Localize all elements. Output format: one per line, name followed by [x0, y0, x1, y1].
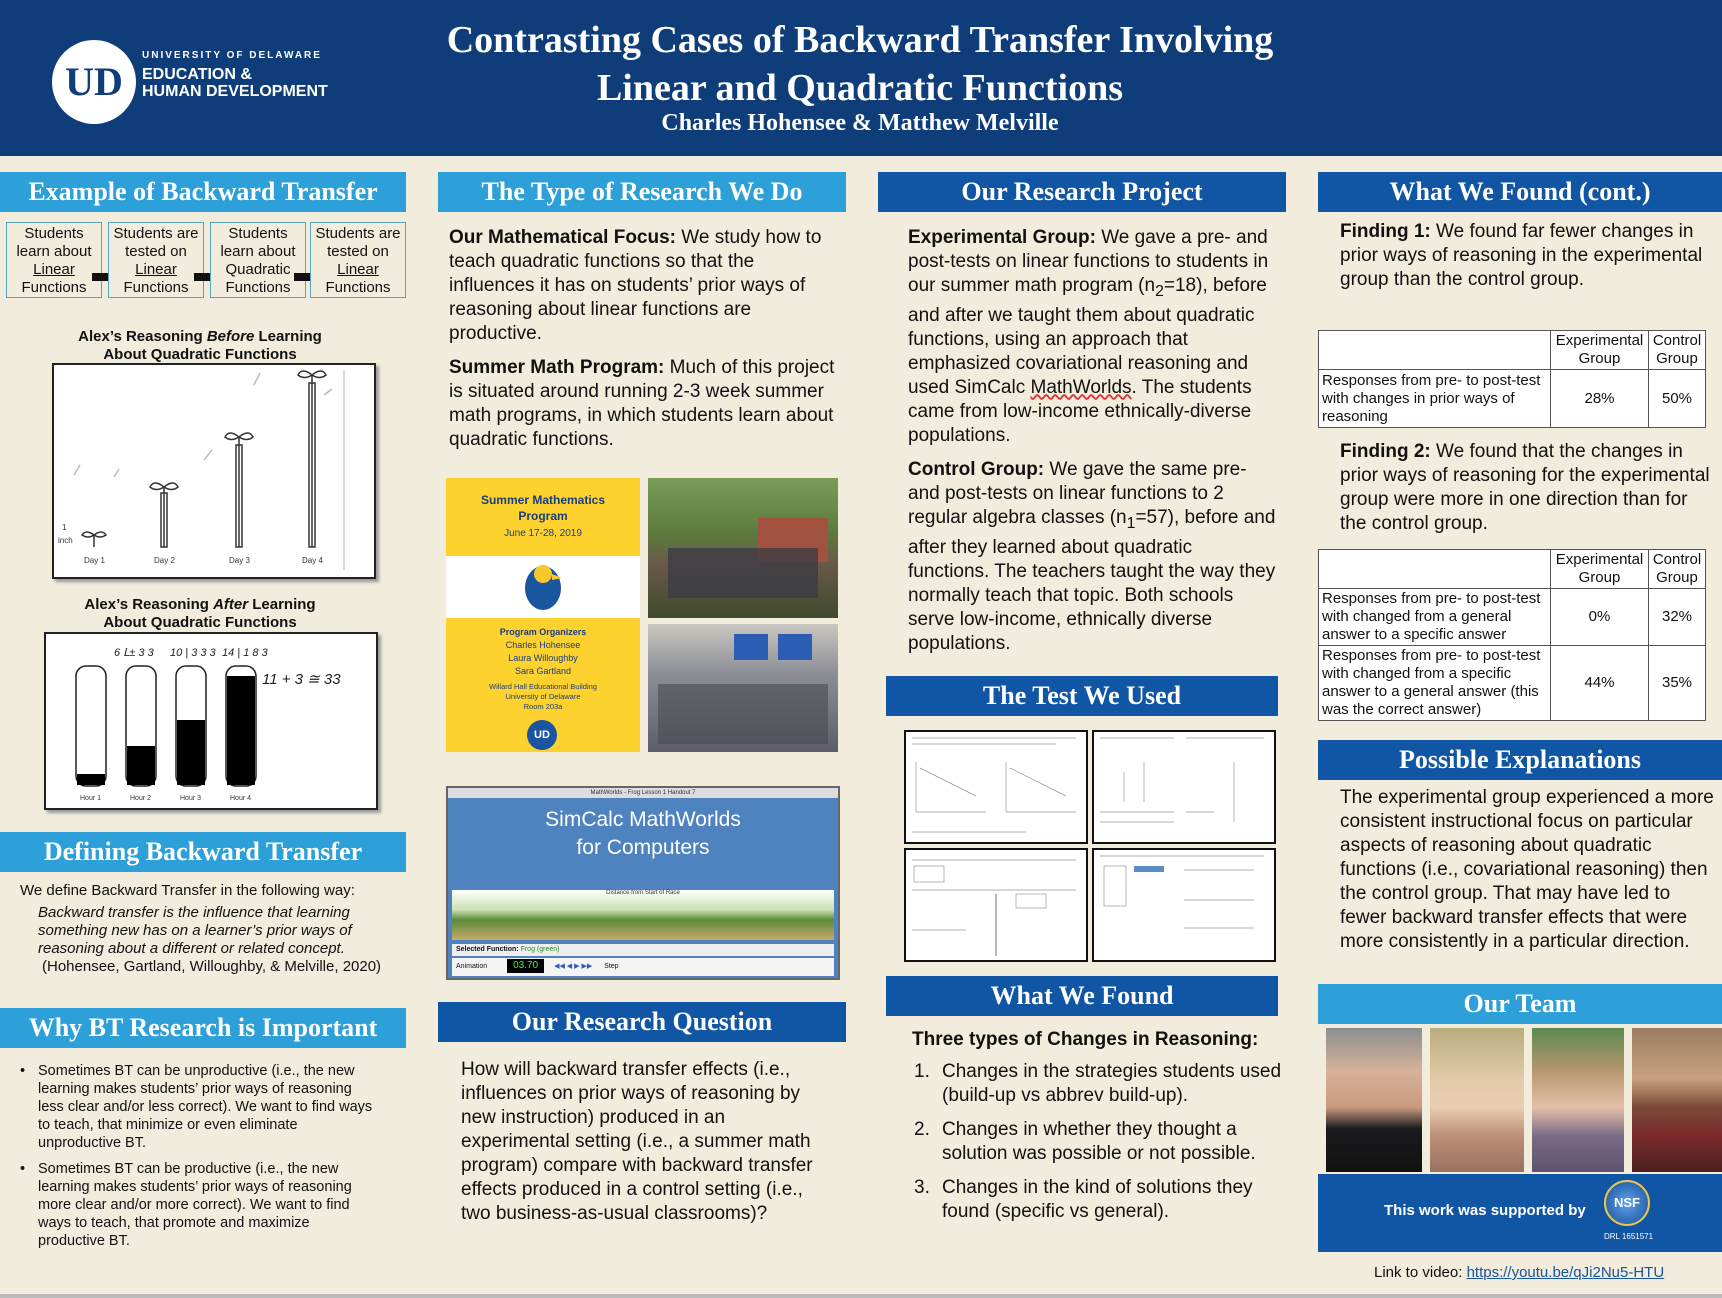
- test-page-2: [1092, 730, 1276, 844]
- example-heading: Example of Backward Transfer: [0, 172, 406, 212]
- program-flyer: Summer Mathematics Program June 17-28, 2019 Program Organizers Charles Hohensee Laura Willoughby Sara Gartland Willard Hall Educational Building University of Delaware Room 203a UD: [446, 478, 640, 752]
- svg-text:Hour 4: Hour 4: [230, 795, 252, 802]
- explain-heading: Possible Explanations: [1318, 740, 1722, 780]
- test-page-4: [1092, 848, 1276, 962]
- finding-2-text: Finding 2: We found that the changes in prior ways of reasoning for the experimental group were more in one direction than for the control group.: [1340, 441, 1710, 534]
- found-list: [912, 1060, 1282, 1224]
- finding-1-table: Experimental Group Control Group Responses from pre- to post-test with changes in prior ways of reasoning 28% 50%: [1318, 330, 1706, 428]
- after-caption: Alex’s Reasoning After Learning About Quadratic Functions: [84, 596, 316, 631]
- team-photo-1: [1326, 1028, 1422, 1172]
- question-text: How will backward transfer effects (i.e., influences on prior ways of reasoning by new instruction) produced in an experimental setting (i.e., a summer math program) compare with backward transfer effects produced in a control setting (i.e., two business-as-usual classrooms)?: [461, 1059, 813, 1224]
- svg-text:Day 2: Day 2: [154, 556, 175, 565]
- before-figure: [52, 363, 376, 579]
- before-caption: Alex’s Reasoning Before Learning About Quadratic Functions: [78, 328, 322, 363]
- group-photo: [648, 478, 838, 618]
- finding-1-text: Finding 1: We found far fewer changes in prior ways of reasoning in the experimental group than the control group.: [1340, 221, 1703, 290]
- ud-logo: [52, 40, 352, 120]
- why-bullet: • Sometimes BT can be productive (i.e., the new learning makes students’ prior ways of reasoning more clear and/or more correct). We want to find ways to teach, that promote and maximize productive BT.: [20, 1161, 352, 1249]
- logo-college: EDUCATION & HUMAN DEVELOPMENT: [142, 66, 328, 100]
- svg-text:Day 4: Day 4: [302, 556, 323, 565]
- project-heading: Our Research Project: [878, 172, 1286, 212]
- bottom-divider: [0, 1294, 1722, 1298]
- video-link-line: Link to video: https://youtu.be/qJi2Nu5-HTU: [1374, 1264, 1665, 1281]
- svg-text:Day 1: Day 1: [84, 556, 105, 565]
- race-scene: Distance from Start of Race: [452, 890, 834, 940]
- team-photo-3: [1532, 1028, 1624, 1172]
- team-photo-4: [1632, 1028, 1722, 1172]
- test-pages: [904, 730, 1276, 962]
- found-item: 3. Changes in the kind of solutions they found (specific vs general).: [914, 1177, 1253, 1222]
- svg-text:14 | 1 8 3: 14 | 1 8 3: [222, 647, 268, 659]
- flow-step-3: Students learn about Quadratic Functions: [210, 222, 306, 298]
- classroom-photo: [648, 624, 838, 752]
- found-heading: What We Found: [886, 976, 1278, 1016]
- plant-drawing: [54, 365, 374, 577]
- poster-header: [0, 0, 1722, 156]
- svg-text:Hour 2: Hour 2: [130, 795, 152, 802]
- question-heading: Our Research Question: [438, 1002, 846, 1042]
- explain-text: The experimental group experienced a more consistent instructional focus on particular aspects of reasoning about quadratic functions (i.e., covariational reasoning) then the control group. That may have led to fewer backward transfer effects that were more consistently in a particular direction.: [1340, 787, 1714, 952]
- svg-text:10 | 3 3 3: 10 | 3 3 3: [170, 647, 216, 659]
- why-bullet: • Sometimes BT can be unproductive (i.e., the new learning makes students’ prior ways of reasoning less clear and/or less correct). We want to find ways to teach, that minimize or even eliminate unproductive BT.: [20, 1063, 373, 1151]
- before-day-labels: [84, 556, 323, 565]
- simcalc-screenshot: MathWorlds - Frog Lesson 1 Handout 7 SimCalc MathWorlds for Computers Distance from Start of Race Selected Function: Frog (green) Animation 03.70 ◀◀ ◀ ▶ ▶▶ Step: [446, 786, 840, 980]
- table-row: Responses from pre- to post-test with changed from a specific answer to a general answer (this was the correct answer) 44% 35%: [1319, 646, 1706, 721]
- video-link[interactable]: https://youtu.be/qJi2Nu5-HTU: [1466, 1264, 1665, 1281]
- svg-text:inch: inch: [58, 536, 73, 545]
- playback-icon[interactable]: ◀◀ ◀ ▶ ▶▶: [554, 963, 593, 970]
- logo-university: UNIVERSITY OF DELAWARE: [142, 50, 322, 61]
- after-figure: [44, 632, 378, 810]
- flow-step-2: Students are tested on Linear Functions: [108, 222, 204, 298]
- defining-text: We define Backward Transfer in the following way: Backward transfer is the influence that learning something new has on a learner’s prior ways of reasoning about a different or related concept. (Hohensee, Gartland, Willoughby, & Melville, 2020): [20, 882, 382, 975]
- poster-title: Contrasting Cases of Backward Transfer Involving Linear and Quadratic Functions: [446, 19, 1274, 109]
- project-text: Experimental Group: We gave a pre- and post-tests on linear functions to students in our summer math program $(n_2=18)$, before and after we taught them about quadratic functions, using an approach that emphasized covariational reasoning and used SimCalc MathWorlds. The students came from low-income ethnically-diverse populations. Control Group: We gave the same pre- and post-tests on linear functions to 2 regular algebra classes $(n_1=57)$, before and after they learned about quadratic functions. The teachers taught the way they normally teach that topic. Both schools serve low-income, ethnically diverse populations.: [908, 227, 1276, 654]
- svg-text:Hour 3: Hour 3: [180, 795, 202, 802]
- flow-step-1: Students learn about Linear Functions: [6, 222, 102, 298]
- finding-2-table: Experimental Group Control Group Responses from pre- to post-test with changed from a general answer to a specific answer 0% 32% Responses from pre- to post-test with changed from a specific answer to a general answer (this was the correct answer) 44% 35%: [1318, 549, 1706, 721]
- found-text: Three types of Changes in Reasoning: 1. Changes in the strategies students used (build-up vs abbrev build-up). 2. Changes in whether they thought a solution was possible or not possible. 3. Changes in the kind of solutions they found (specific vs general).: [912, 1029, 1282, 1222]
- poster-authors: Charles Hohensee & Matthew Melville: [661, 110, 1059, 136]
- flow-step-4: Students are tested on Linear Functions: [310, 222, 406, 298]
- found-item: 1. Changes in the strategies students used (build-up vs abbrev build-up).: [914, 1061, 1282, 1106]
- found-cont-heading: What We Found (cont.): [1318, 172, 1722, 212]
- why-list: [20, 1062, 376, 1250]
- support-banner: This work was supported by NSF DRL 1651571: [1318, 1174, 1722, 1252]
- cylinder-drawing: [46, 634, 376, 808]
- type-heading: The Type of Research We Do: [438, 172, 846, 212]
- svg-text:11 + 3 ≅ 33: 11 + 3 ≅ 33: [262, 671, 341, 688]
- found-item: 2. Changes in whether they thought a solution was possible or not possible.: [914, 1119, 1256, 1164]
- svg-text:Hour 1: Hour 1: [80, 795, 102, 802]
- test-page-3: [904, 848, 1088, 962]
- table-row: Responses from pre- to post-test with changed from a general answer to a specific answer 0% 32%: [1319, 589, 1706, 646]
- test-page-1: [904, 730, 1088, 844]
- svg-text:6 Ⅼ± 3 3: 6 Ⅼ± 3 3: [114, 647, 154, 659]
- ud-monogram: UD: [52, 40, 136, 124]
- defining-heading: Defining Backward Transfer: [0, 832, 406, 872]
- why-heading: Why BT Research is Important: [0, 1008, 406, 1048]
- animation-controls: Animation 03.70 ◀◀ ◀ ▶ ▶▶ Step: [452, 958, 834, 976]
- time-display: 03.70: [507, 959, 544, 973]
- transfer-flow: [6, 222, 406, 300]
- team-photo-2: [1430, 1028, 1524, 1172]
- svg-text:Day 3: Day 3: [229, 556, 250, 565]
- team-heading: Our Team: [1318, 984, 1722, 1024]
- mascot-image: [446, 556, 640, 618]
- after-hour-labels: [80, 795, 251, 802]
- nsf-logo-icon: NSF: [1604, 1180, 1650, 1226]
- type-text: Our Mathematical Focus: We study how to teach quadratic functions so that the influences it has on students’ prior ways of reasoning about linear functions are productive. Summer Math Program: Much of this project is situated around running 2-3 week summer math programs, in which students learn about quadratic functions.: [449, 227, 835, 450]
- blue-hen-icon: [446, 556, 640, 618]
- svg-text:1: 1: [62, 523, 67, 532]
- ud-small-logo: UD: [527, 720, 557, 750]
- table-row: Responses from pre- to post-test with changes in prior ways of reasoning 28% 50%: [1319, 370, 1706, 428]
- test-heading: The Test We Used: [886, 676, 1278, 716]
